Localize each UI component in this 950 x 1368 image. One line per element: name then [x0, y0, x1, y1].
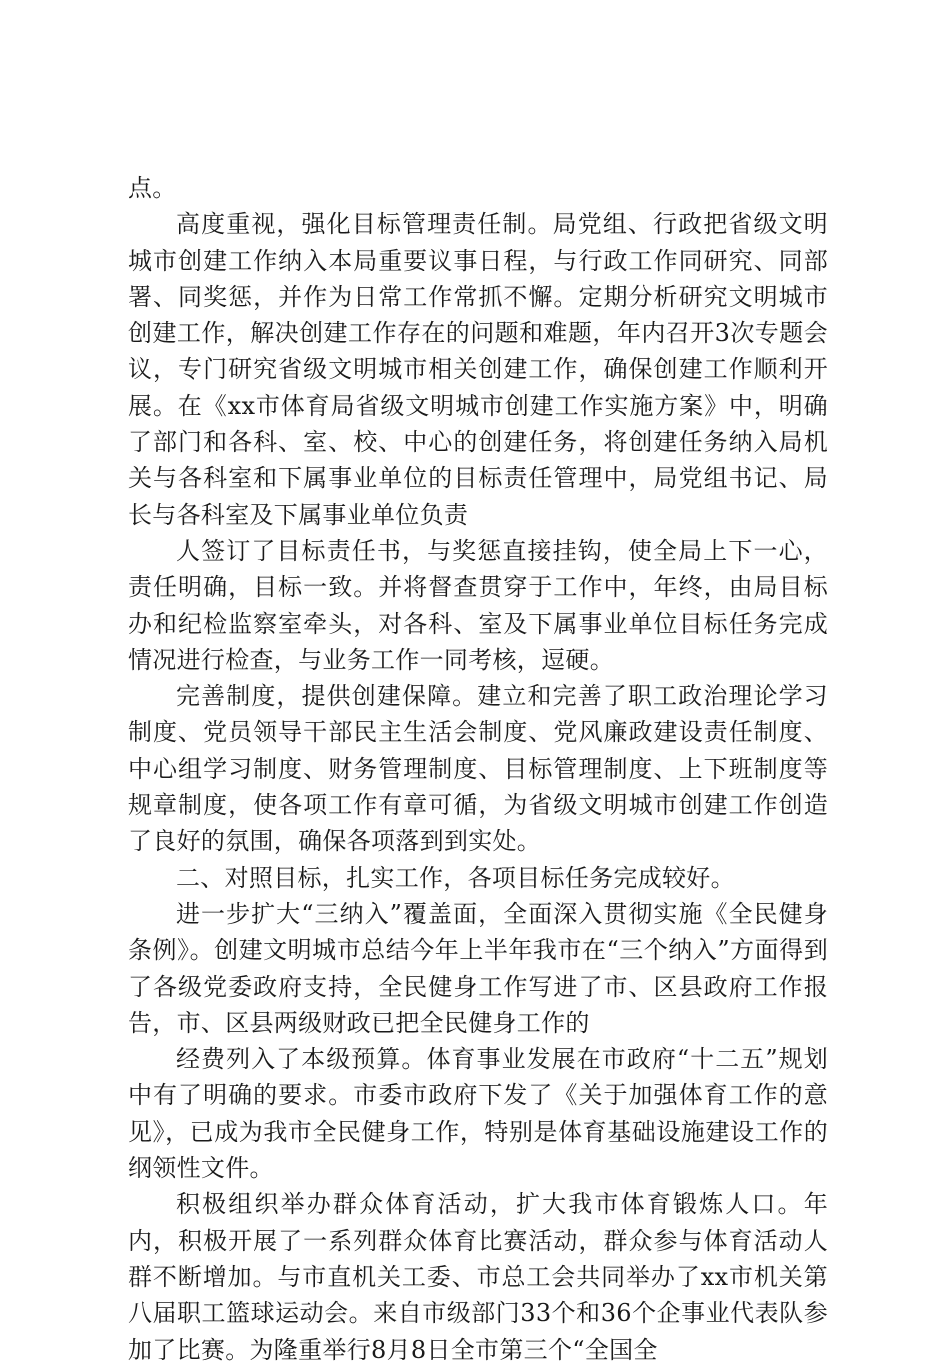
paragraph: 经费列入了本级预算。体育事业发展在市政府“十二五”规划中有了明确的要求。市委市政府下发了《关于加强体育工作的意见》，已成为我市全民健身工作，特别是体育基础设施建设工作的纲领性文件。 — [128, 1045, 828, 1183]
paragraph: 完善制度，提供创建保障。建立和完善了职工政治理论学习制度、党员领导干部民主生活会制度、党风廉政建设责任制度、中心组学习制度、财务管理制度、目标管理制度、上下班制度等规章制度，使各项工作有章可循，为省级文明城市创建工作创造了良好的氛围，确保各项落到到实处。 — [128, 682, 828, 856]
paragraph: 进一步扩大“三纳入”覆盖面，全面深入贯彻实施《全民健身条例》。创建文明城市总结今年上半年我市在“三个纳入”方面得到了各级党委政府支持，全民健身工作写进了市、区县政府工作报告，市、区县两级财政已把全民健身工作的 — [128, 899, 828, 1037]
paragraph: 点。 — [128, 174, 177, 202]
paragraph: 积极组织举办群众体育活动，扩大我市体育锻炼人口。年内，积极开展了一系列群众体育比赛活动，群众参与体育活动人群不断增加。与市直机关工委、市总工会共同举办了xx市机关第八届职工篮球运动会。来自市级部门33个和36个企事业代表队参加了比赛。为隆重举行8月8日全市第三个“全国全 — [128, 1190, 828, 1364]
paragraph: 高度重视，强化目标管理责任制。局党组、行政把省级文明城市创建工作纳入本局重要议事日程，与行政工作同研究、同部署、同奖惩，并作为日常工作常抓不懈。定期分析研究文明城市创建工作，解决创建工作存在的问题和难题，年内召开3次专题会议，专门研究省级文明城市相关创建工作，确保创建工作顺利开展。在《xx市体育局省级文明城市创建工作实施方案》中，明确了部门和各科、室、校、中心的创建任务，将创建任务纳入局机关与各科室和下属事业单位的目标责任管理中，局党组书记、局长与各科室及下属事业单位负责 — [128, 210, 828, 529]
section-heading: 二、对照目标，扎实工作，各项目标任务完成较好。 — [176, 863, 735, 892]
document-body — [128, 170, 828, 1368]
paragraph: 人签订了目标责任书，与奖惩直接挂钩，使全局上下一心，责任明确，目标一致。并将督查贯穿于工作中，年终，由局目标办和纪检监察室牵头，对各科、室及下属事业单位目标任务完成情况进行检查，与业务工作一同考核，逗硬。 — [128, 536, 828, 674]
